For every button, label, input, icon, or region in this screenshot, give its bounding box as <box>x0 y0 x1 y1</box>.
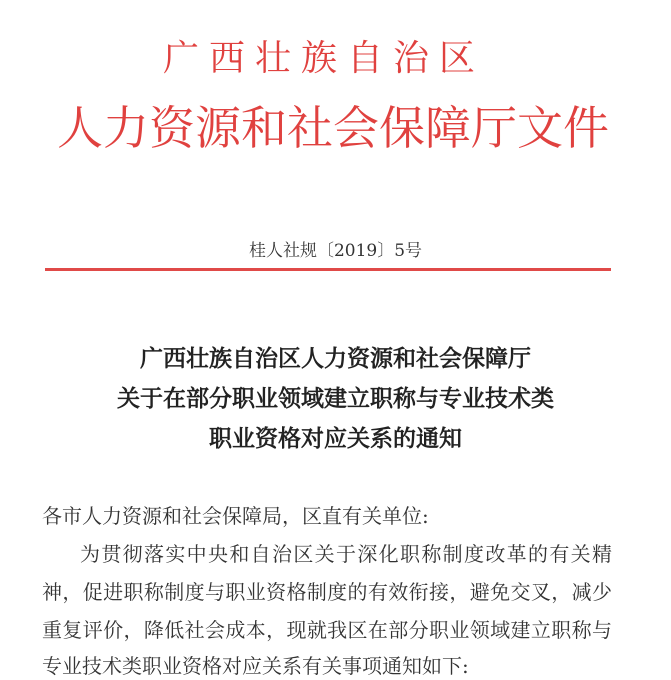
document-title-line-1: 广西壮族自治区人力资源和社会保障厅 <box>140 345 531 372</box>
document-title-line-3: 职业资格对应关系的通知 <box>209 425 462 452</box>
issuing-region: 广西壮族自治区 <box>163 38 486 79</box>
salutation: 各市人力资源和社会保障局，区直有关单位: <box>42 504 429 528</box>
paragraph-line-4: 专业技术类职业资格对应关系有关事项通知如下: <box>42 654 469 678</box>
paragraph-line-2: 神，促进职称制度与职业资格制度的有效衔接，避免交叉，减少 <box>42 580 612 604</box>
issuing-department-file-header: 人力资源和社会保障厅文件 <box>57 101 609 155</box>
red-divider <box>45 268 611 271</box>
paragraph-line-1: 为贯彻落实中央和自治区关于深化职称制度改革的有关精 <box>80 542 612 566</box>
paragraph-line-3: 重复评价，降低社会成本，现就我区在部分职业领域建立职称与 <box>42 618 612 642</box>
document-title-line-2: 关于在部分职业领域建立职称与专业技术类 <box>117 385 554 412</box>
document-number: 桂人社规〔2019〕5号 <box>248 241 423 261</box>
